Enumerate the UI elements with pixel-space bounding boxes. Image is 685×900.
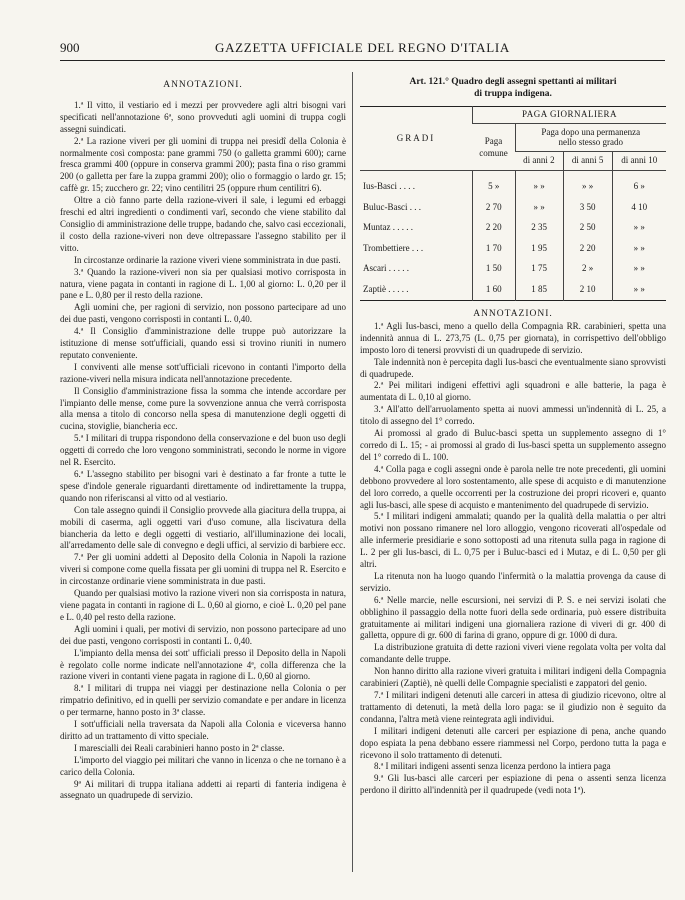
paragraph: 8.ª I militari indigeni assenti senza licenza perdono la intiera paga (374, 761, 611, 772)
cell-anni10: » » (612, 239, 666, 260)
paragraph: 1.ª Agli Ius-basci, meno a quello della Compagnia RR. carabinieri, spetta una indennità annua di L. 273,75 (L. 0,75 per giornata), in corrispettivo dell'obbligo imposto loro di tenersi provvisti di un quadrupede di servizio. (360, 320, 666, 355)
paragraph: 6.ª L'assegno stabilito per bisogni vari è destinato a far fronte a tutte le spese d'indole generale riguardanti direttamente od indirettamente la truppa, quando non riferiscansi al vitto od al vestiario. (60, 469, 346, 503)
cell-grado (360, 218, 473, 239)
header-anni-10: di anni 10 (612, 151, 666, 170)
assegni-table (360, 106, 666, 301)
cell-anni5: 2 20 (563, 239, 612, 260)
cell-anni10: 4 10 (612, 198, 666, 219)
paragraph: 3.ª All'atto dell'arruolamento spetta ai nuovi ammessi un'indennità di L. 25, a titolo di assegno del 1° corredo. (360, 404, 666, 427)
paragraph: 8.ª I militari di truppa nei viaggi per destinazione nella Colonia o per rimpatrio definitivo, ed in quelli per servizio comandate e per andare in licenza o per termarne, hanno posto in 3ª classe. (60, 683, 346, 718)
paragraph: 5.ª I militari indigeni ammalati; quando per la qualità della malattia o per altri motivi non possano rimanere nel loro alloggio, vengono ricoverati all'ospedale od alle infermerie presidiarie e sono sottoposti ad una ritenuta sulla paga in ragione di L. 2 per gli Ius-basci, di L. 0,75 per i Buluc-basci ed i Mutaz, e di L. 0,50 per gli altri. (360, 511, 666, 570)
cell-anni5: 3 50 (563, 198, 612, 219)
paragraph: 2.ª Pei militari indigeni effettivi agli squadroni e alle batterie, la paga è aumentata di L. 0,10 al giorno. (360, 380, 666, 403)
paragraph: La ritenuta non ha luogo quando l'infermità o la malattia provenga da cause di servizio. (360, 570, 666, 593)
header-paga-comune (473, 124, 516, 171)
cell-grado (360, 259, 473, 280)
paragraph: L'impianto della mensa dei sott' ufficiali presso il Deposito della in Napoli è regolato colle norme indicate nell'annotazione 4ª, colla differenza che la razione viveri in contanti viene pagata in ragione di L. 0,60 al giorno. (60, 647, 346, 682)
header-permanenza-line2: nello stesso grado (558, 137, 623, 148)
header-permanenza-line1: Paga dopo una permanenza (541, 127, 641, 138)
cell-paga: 1 50 (473, 259, 516, 280)
cell-paga: 5 » (473, 171, 516, 198)
page-number: 900 (60, 40, 80, 55)
grado-name: Ascari (363, 263, 387, 274)
paragraph: 6.ª Nelle marcie, nelle escursioni, nei servizi di P. S. e nei servizi isolati che obblighino il passaggio della notte fuori della sede ordinaria, può essere distribuita gratuitamente ai militari indigeni una giornaliera razione di viveri di gr. 400 di galletta, oppure di gr. 600 di farina di grano, oppure di gr. 1000 di dura. (360, 594, 666, 641)
left-column (60, 80, 346, 802)
page-header (60, 40, 665, 58)
paragraph: Il Consiglio d'amministrazione fissa la somma che intende accordare per l'impianto delle mense, come pure la sovvenzione annua che verrà corrisposta alla mensa a titolo di concorso nella spesa di manutenzione degli oggetti di cucina, stoviglie, biancheria ecc. (60, 385, 346, 432)
grado-name: Buluc-Basci (363, 201, 408, 212)
paragraph: Agli uomini che, per ragioni di servizio, non possono partecipare ad uno dei due pasti, vengono corrisposti in contanti L. 0,40. (60, 302, 346, 325)
paragraph: I conviventi alle mense sott'ufficiali ricevono in contanti l'importo della razione-viveri nella misura indicata nell'annotazione precedente. (60, 361, 346, 384)
cell-grado (360, 239, 473, 260)
left-annotations-heading: ANNOTAZIONI. (163, 80, 243, 90)
leader-dots: . . . (409, 201, 421, 212)
header-rule (60, 60, 665, 61)
grado-name: Muntaz (363, 222, 391, 233)
leader-dots: . . . (411, 242, 424, 253)
article-title-line2: di truppa indigena. (474, 89, 552, 99)
paragraph: I militari indigeni detenuti alle carceri per espiazione di pena, anche quando dopo espiata la pena debbano essere riammessi nel Corpo, perdono tutta la paga e ricevono il solo trattamento di detenuti. (360, 725, 666, 760)
paragraph: Non hanno diritto alla razione viveri gratuita i militari indigeni della Compagnia carabinieri (Zaptiè), nè quelli delle Compagnie specialisti e zappatori del genio. (360, 666, 666, 689)
right-annotations-heading: ANNOTAZIONI. (473, 309, 553, 319)
paragraph: La distribuzione gratuita di dette razioni viveri viene regolata volta per volta dal comandante delle truppe. (360, 642, 666, 665)
table-row (360, 280, 666, 301)
cell-anni5: 2 50 (563, 218, 612, 239)
paragraph: 4.ª Colla paga e cogli assegni onde è parola nelle tre note precedenti, gli uomini debbono provvedere al loro sostentamento, alle spese di acquisto e di manutenzione del loro corredo, a quelle occorrenti per la costruzione dei propri ricoveri e, quanto agli Ius-basci, alle spese di acquisto e mantenimento del quadrupede di servizio. (360, 463, 666, 510)
grado-name: Zaptiè (363, 283, 386, 294)
cell-anni5: 2 10 (563, 280, 612, 301)
paragraph: 9.ª Gli Ius-basci alle carceri per espiazione di pena o assenti senza licenza perdono il diritto all'indennità per il quadrupede (vedi nota 1ª). (360, 773, 666, 796)
assegni-table-body (360, 171, 666, 301)
paragraph: Oltre a ciò fanno parte della razione-viveri il sale, i legumi ed erbaggi freschi ed altri ingredienti o condimenti varî, secondo che viene stabilito dal Consiglio di amministrazione delle truppe, badando che, salvo casi eccezionali, il costo della razione-viveri non deve oltrepassare l'assegno stabilito per il vitto. (60, 195, 346, 253)
paragraph: 7.ª I militari indigeni detenuti alle carceri in attesa di giudizio ricevono, oltre al trattamento di detenuti, la metà della loro paga: se il giudizio non è seguito da condanna, l'altra metà viene reintegrata agli individui. (360, 690, 666, 724)
right-paragraphs (360, 321, 666, 797)
paragraph: 7.ª Per gli uomini addetti al Deposito della Colonia in Napoli la razione viveri si compone come quella fissata per gli uomini di truppa nel R. Esercito e in circostanze ordinarie viene somministrata in due pasti. (60, 552, 346, 587)
table-row (360, 171, 666, 198)
paragraph: 3.ª Quando la razione-viveri non sia per qualsiasi motivo corrisposta in natura, viene pagata in contanti in ragione di L. 1,00 al giorno: L. 0,20 per il pane e L. 0,80 per il resto della razione. (60, 266, 346, 301)
leader-dots: . . . . . (392, 222, 413, 233)
cell-paga: 2 70 (473, 198, 516, 219)
paragraph: Tale indennità non è percepita dagli Ius-basci che eventualmente siano sprovvisti di quadrupede. (360, 356, 666, 379)
cell-anni2: » » (515, 198, 563, 219)
leader-dots: . . . . . (388, 263, 409, 274)
grado-name: Trombettiere (363, 242, 410, 253)
paragraph: I marescialli dei Reali carabinieri hanno posto in 2ª classe. (74, 742, 285, 753)
table-row (360, 239, 666, 260)
header-paga-giornaliera: PAGA GIORNALIERA (473, 107, 667, 124)
cell-grado (360, 171, 473, 198)
cell-anni2: 1 85 (515, 280, 563, 301)
cell-grado (360, 198, 473, 219)
cell-grado (360, 280, 473, 301)
cell-anni10: 6 » (612, 171, 666, 198)
grado-name: Ius-Basci (363, 181, 397, 192)
table-row (360, 218, 666, 239)
paragraph: Agli uomini i quali, per motivi di servizio, non possono partecipare ad uno dei due pasti, vengono corrisposti in contanti L. 0,40. (60, 623, 346, 646)
paragraph: 1.ª Il vitto, il vestiario ed i mezzi per provvedere agli altri bisogni vari specificati nell'annotazione 6ª, sono provveduti agli uomini di truppa cogli assegni suindicati. (60, 99, 346, 134)
right-column (360, 76, 666, 797)
cell-anni10: » » (612, 218, 666, 239)
header-anni-2: di anni 2 (515, 151, 563, 170)
header-anni-5: di anni 5 (563, 151, 612, 170)
paragraph: I sott'ufficiali nella traversata da Napoli alla Colonia e viceversa hanno diritto ad un trattamento di vitto speciale. (60, 719, 346, 741)
cell-paga: 1 60 (473, 280, 516, 301)
paragraph: Con tale assegno quindi il Consiglio provvede alla giacitura della truppa, ai mobili di caserma, agli oggetti vari d'uso comune, alla liscivatura della biancheria da letto e degli oggetti di vestiario, all'illuminazione dei locali, all'arredamento delle sale di convegno e degli uffici, al servizio di barbiere ecc. (60, 504, 346, 551)
table-row (360, 259, 666, 280)
paragraph: Ai promossi al grado di Buluc-basci spetta un supplemento assegno di 1° corredo di L. 15; - ai promossi al grado di Ius-basci spetta un supplemento assegno del 1° corredo di L. 100. (360, 428, 666, 462)
column-divider (352, 72, 353, 872)
paragraph: 9ª Ai militari di truppa italiana addetti ai reparti di fanteria indigena è assegnato un quadrupede di servizio. (60, 778, 346, 801)
cell-anni5: » » (563, 171, 612, 198)
leader-dots: . . . . (399, 181, 415, 192)
article-title (360, 76, 666, 100)
cell-paga: 2 20 (473, 218, 516, 239)
cell-anni2: » » (515, 171, 563, 198)
header-paga-comune-line1: Paga (484, 136, 503, 146)
paragraph: L'importo del viaggio pei militari che vanno in licenza o che ne tornano è a carico della Colonia. (60, 754, 346, 777)
cell-anni10: » » (612, 259, 666, 280)
cell-anni2: 2 35 (515, 218, 563, 239)
header-gradi: GRADI (360, 107, 473, 171)
left-paragraphs (60, 100, 346, 802)
gazette-title: GAZZETTA UFFICIALE DEL REGNO D'ITALIA (214, 40, 511, 55)
cell-anni2: 1 75 (515, 259, 563, 280)
paragraph: 5.ª I militari di truppa rispondono della conservazione e del buon uso degli oggetti di corredo che loro vengono somministrati, secondo le norme in vigore nel R. Esercito. (60, 433, 346, 468)
header-paga-comune-line2: comune (479, 148, 508, 158)
paragraph: Quando per qualsiasi motivo la razione viveri non sia corrisposta in natura, viene pagata in contanti in ragione di L. 0,60 al giorno, e cioè L. 0,20 pel pane e L. 0,40 pel resto della razione. (60, 588, 346, 622)
paragraph: 2.ª La razione viveri per gli uomini di truppa nei presidî della Colonia è normalmente così composta: pane grammi 750 (o galletta grammi 600); carne fresca grammi 400 (oppure in conserva grammi 200); pasta fina o riso grammi 200 (o galletta per fare la zuppa grammi 200); olio o formaggio o lardo gr. 15; caffè gr. 15; zucchero gr. 22; vino centilitri 25 (oppure rhum centilitri 6). (60, 135, 346, 194)
paragraph: In circostanze ordinarie la razione viveri viene somministrata in due pasti. (74, 254, 341, 265)
cell-anni5: 2 » (563, 259, 612, 280)
header-permanenza (515, 124, 666, 152)
paragraph: 4.ª Il Consiglio d'amministrazione delle truppe può autorizzare la istituzione di mense sott'ufficiali, quando essi si trovino riuniti in numero reputato conveniente. (60, 326, 346, 360)
table-row (360, 198, 666, 219)
cell-paga: 1 70 (473, 239, 516, 260)
article-title-line1: Art. 121.° Quadro degli assegni spettanti ai militari (409, 77, 617, 87)
cell-anni10: » » (612, 280, 666, 301)
cell-anni2: 1 95 (515, 239, 563, 260)
leader-dots: . . . . . (388, 283, 409, 294)
